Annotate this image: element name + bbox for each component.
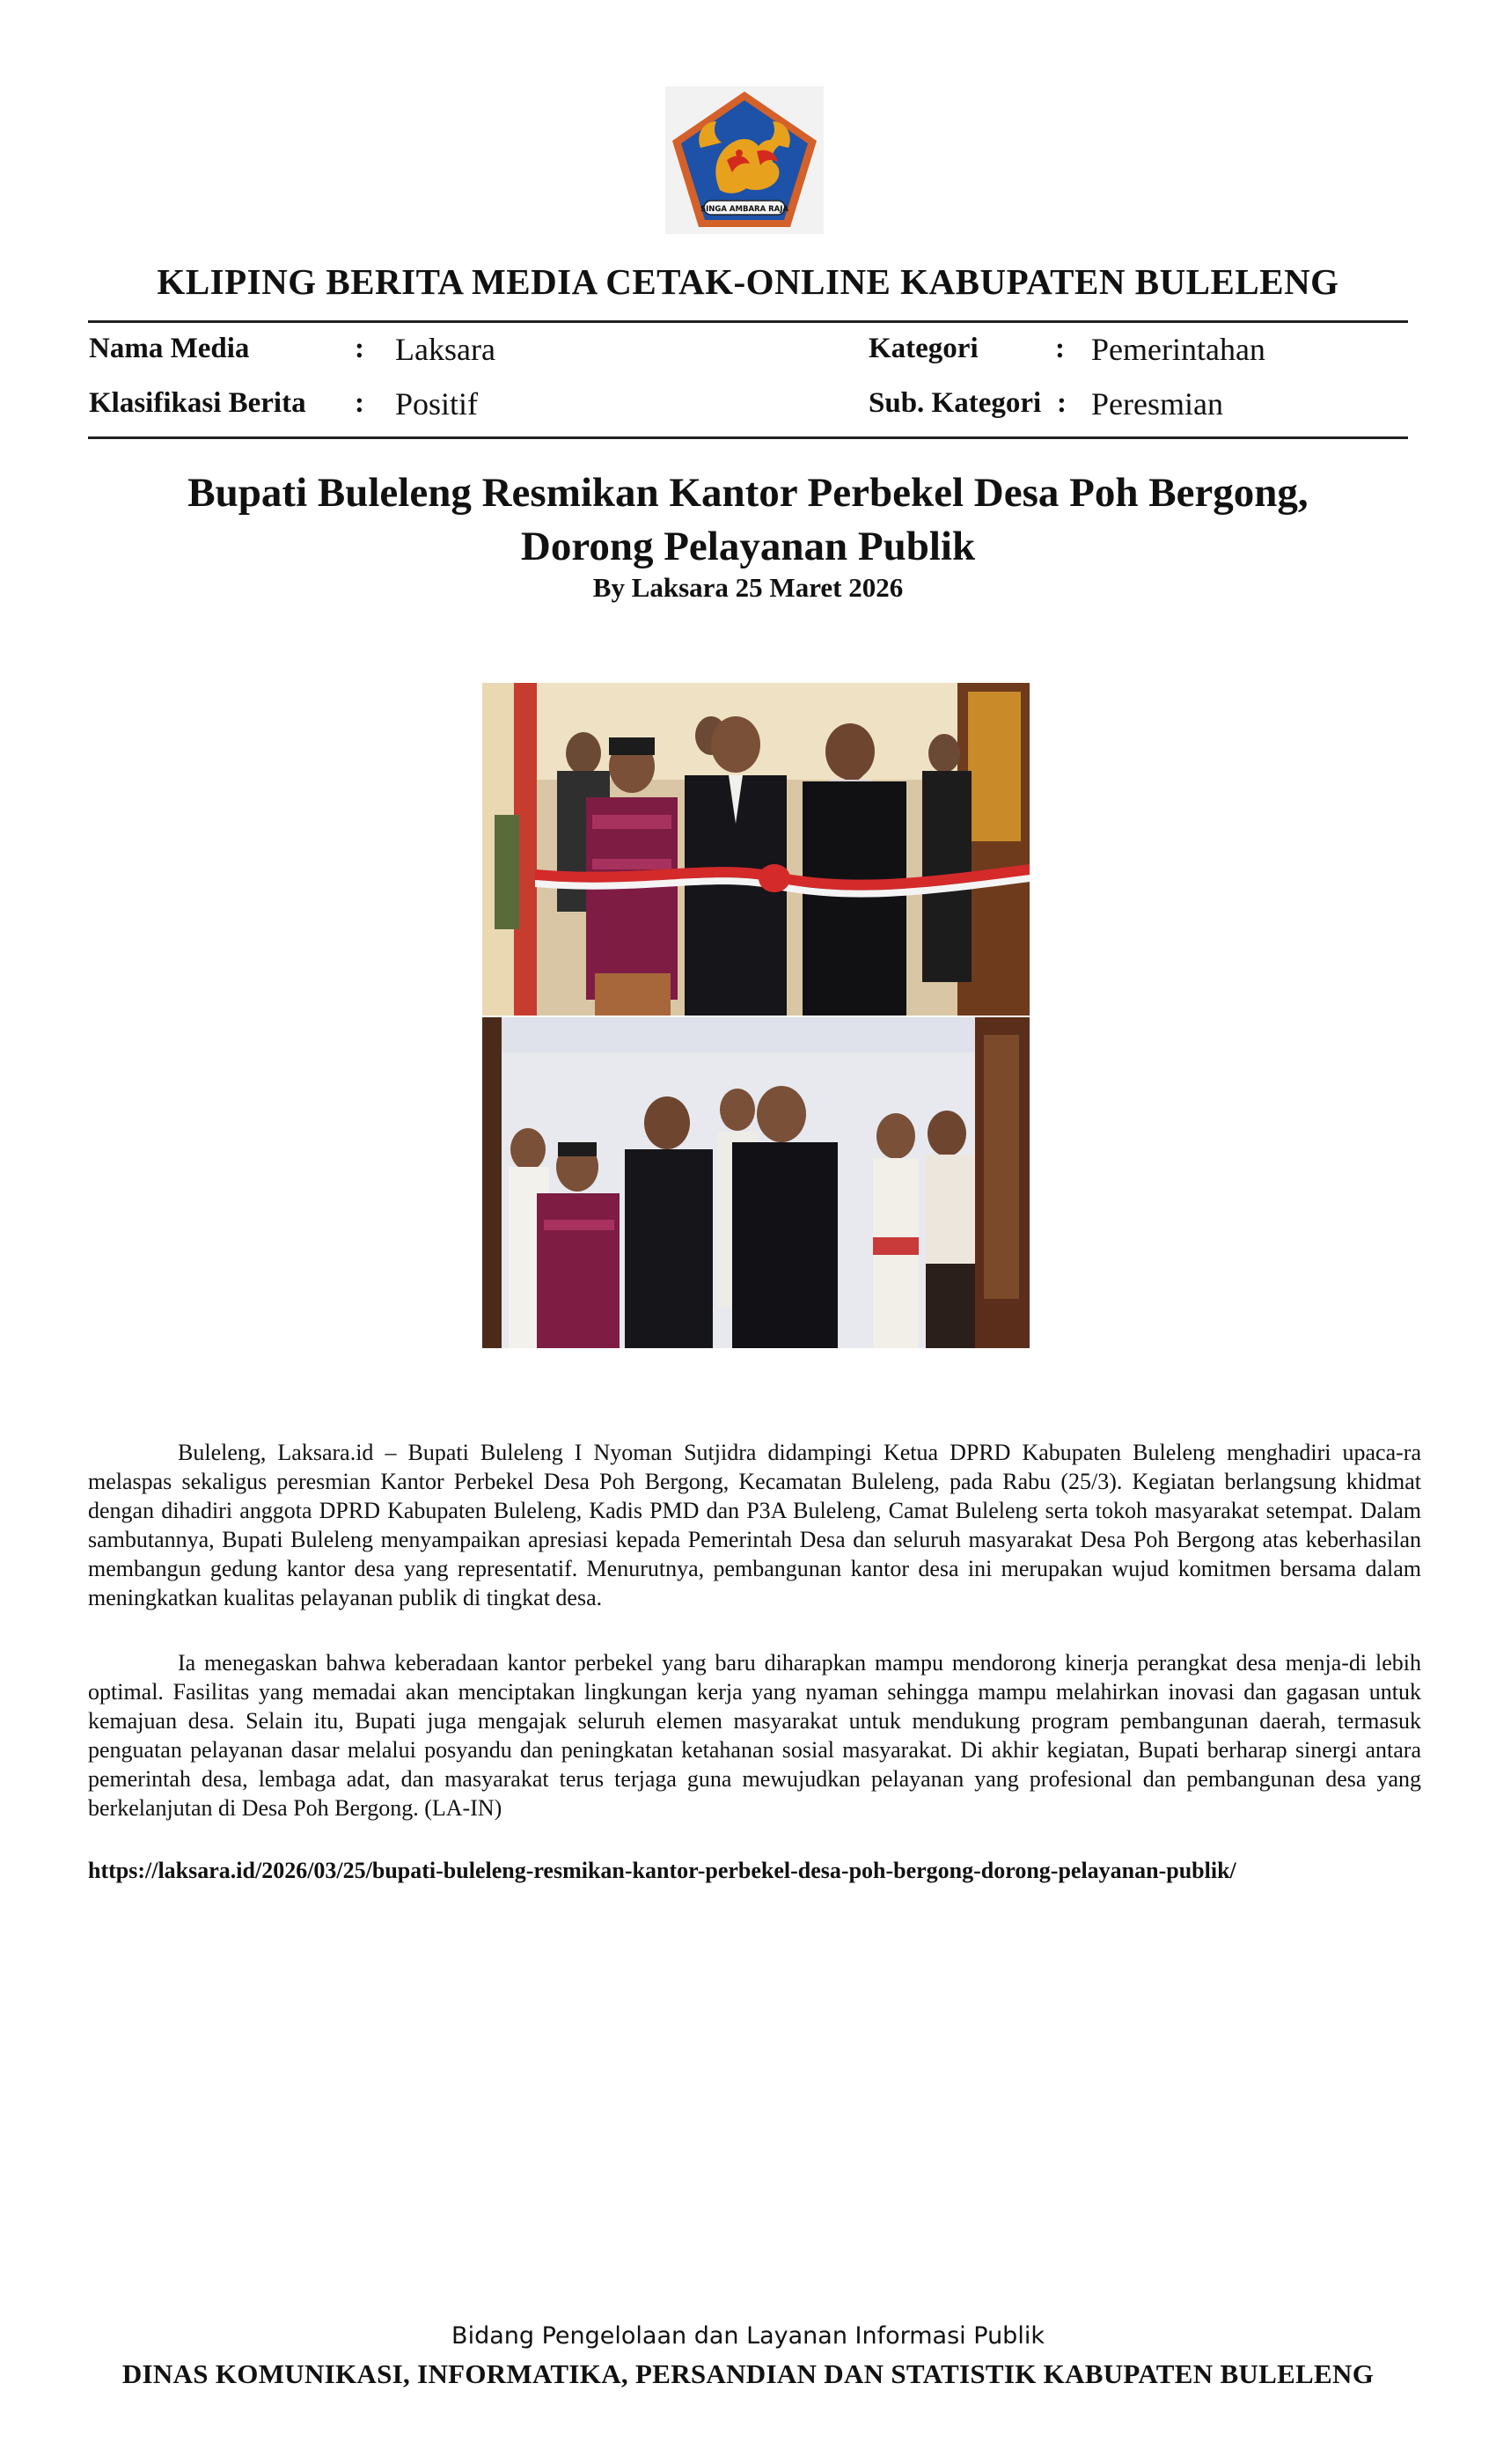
- nama-media-colon: :: [355, 333, 364, 364]
- source-link[interactable]: https://laksara.id/2026/03/25/bupati-buleleng-resmikan-kantor-perbekel-desa-poh-bergong-dorong-pelayanan-publik/: [88, 1858, 1236, 1883]
- klasifikasi-colon: :: [355, 387, 364, 419]
- kategori-colon: :: [1055, 333, 1065, 364]
- footer-department: Bidang Pengelolaan dan Layanan Informasi Publik: [451, 2322, 1045, 2350]
- article-paragraph-1: Buleleng, Laksara.id – Bupati Buleleng I Nyoman Sutjidra didampingi Ketua DPRD Kabupaten Buleleng menghadiri upaca-ra melaspas sekaligus peresmian Kantor Perbekel Desa Poh Bergong, Kecamatan Buleleng, pada Rabu (25/3). Kegiatan berlangsung khidmat dengan dihadiri anggota DPRD Kabupaten Buleleng, Kadis PMD dan P3A Buleleng, Camat Buleleng serta tokoh masyarakat setempat. Dalam sambutannya, Bupati Buleleng menyampaikan apresiasi kepada Pemerintah Desa dan seluruh masyarakat Desa Poh Bergong atas keberhasilan membangun gedung kantor desa yang representatif. Menurutnya, pembangunan kantor desa ini merupakan wujud komitmen bersama dalam meningkatkan kualitas pelayanan publik di tingkat desa.: [88, 1440, 1421, 1610]
- article-title: [106, 466, 1390, 574]
- footer-agency: DINAS KOMUNIKASI, INFORMATIKA, PERSANDIAN DAN STATISTIK KABUPATEN BULELENG: [121, 2358, 1375, 2389]
- header-divider-bottom: [88, 436, 1408, 439]
- sub-kategori-value: Peresmian: [1091, 386, 1223, 422]
- nama-media-value: Laksara: [395, 332, 495, 367]
- article-paragraph-2: Ia menegaskan bahwa keberadaan kantor perbekel yang baru diharapkan mampu mendorong kinerja perangkat desa menja-di lebih optimal. Fasilitas yang memadai akan menciptakan lingkungan kerja yang nyaman sehingga mampu melahirkan inovasi dan gagasan untuk kemajuan desa. Selain itu, Bupati juga mengajak seluruh elemen masyarakat untuk mendukung program pembangunan daerah, termasuk penguatan pelayanan dasar melalui posyandu dan peningkatan ketahanan sosial masyarakat. Di akhir kegiatan, Bupati berharap sinergi antara pemerintah desa, lembaga adat, dan masyarakat terus terjaga guna mewujudkan pelayanan yang profesional dan pembangunan desa yang berkelanjutan di Desa Poh Bergong. (LA-IN): [88, 1650, 1421, 1821]
- logo-motto: SINGA AMBARA RAJA: [700, 205, 788, 214]
- kategori-value: Pemerintahan: [1091, 332, 1265, 367]
- article-byline: By Laksara 25 Maret 2026: [592, 572, 904, 603]
- article-title-line-1: Bupati Buleleng Resmikan Kantor Perbekel Desa Poh Bergong,: [187, 470, 1309, 516]
- kategori-label: Kategori: [869, 333, 979, 364]
- clipping-header-title: KLIPING BERITA MEDIA CETAK-ONLINE KABUPATEN BULELENG: [157, 261, 1339, 302]
- article-title-line-2: Dorong Pelayanan Publik: [520, 524, 976, 569]
- header-divider-top: [88, 320, 1408, 323]
- buleleng-regency-logo: [665, 86, 824, 234]
- klasifikasi-value: Positif: [395, 386, 479, 422]
- office-visit-photo: [482, 1017, 1030, 1348]
- nama-media-label: Nama Media: [89, 333, 250, 364]
- sub-kategori-colon: :: [1057, 387, 1067, 419]
- ribbon-cutting-photo: [482, 683, 1030, 1016]
- klasifikasi-label: Klasifikasi Berita: [89, 387, 306, 419]
- sub-kategori-label: Sub. Kategori: [869, 387, 1042, 419]
